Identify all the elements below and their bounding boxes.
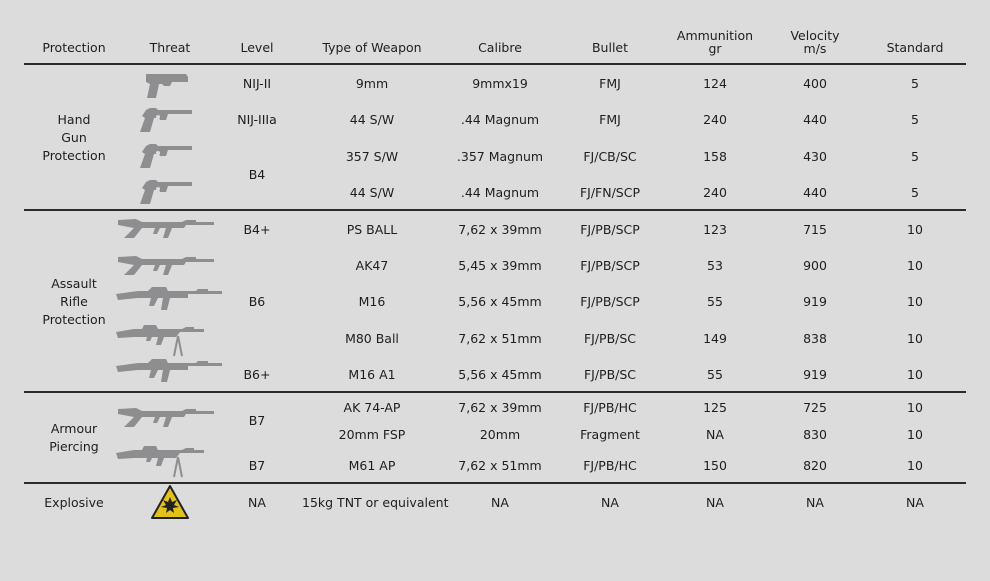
cell-calibre: 7,62 x 51mm (458, 331, 542, 346)
cell-velocity: 820 (803, 458, 827, 473)
cell-ammunition: 53 (707, 258, 723, 273)
cell-ammunition: 240 (703, 112, 727, 127)
cell-standard: 5 (911, 112, 919, 127)
cell-bullet: FJ/PB/SC (583, 331, 637, 346)
header-velocity (765, 29, 865, 55)
cell-velocity: 440 (803, 185, 827, 200)
cell-velocity: 838 (803, 331, 827, 346)
cell-type-of-weapon: 15kg TNT or equivalent (302, 495, 449, 510)
header-level: Level (240, 40, 274, 55)
cell-standard: 10 (907, 222, 923, 237)
cell-ammunition: 158 (703, 149, 727, 164)
header-standard: Standard (886, 40, 944, 55)
m16-rifle-icon (114, 286, 224, 316)
header-ammunition-unit: gr (708, 41, 722, 56)
group-assault-rifle-protection (28, 275, 120, 329)
cell-calibre: 20mm (479, 427, 521, 442)
cell-bullet: FJ/PB/SCP (580, 258, 640, 273)
ak-rifle-icon (116, 252, 216, 282)
cell-ammunition: 149 (703, 331, 727, 346)
group-label-line: Protection (42, 312, 106, 327)
cell-calibre: 7,62 x 39mm (458, 222, 542, 237)
group-label-line: Rifle (60, 294, 88, 309)
cell-velocity: 440 (803, 112, 827, 127)
cell-bullet: Fragment (580, 427, 640, 442)
cell-velocity: 919 (803, 294, 827, 309)
cell-velocity: 400 (803, 76, 827, 91)
cell-calibre: .44 Magnum (460, 185, 540, 200)
cell-standard: 5 (911, 149, 919, 164)
pistol-icon (142, 69, 192, 99)
cell-standard: 5 (911, 76, 919, 91)
section-divider-assault-rifle (24, 391, 966, 393)
m16-rifle-icon (114, 358, 224, 388)
group-label-line: Explosive (44, 495, 104, 510)
cell-calibre: 7,62 x 39mm (458, 400, 542, 415)
cell-type-of-weapon: 9mm (355, 76, 389, 91)
level-b4: B4 (248, 167, 266, 182)
cell-bullet: NA (601, 495, 619, 510)
revolver-icon (136, 140, 194, 172)
cell-ammunition: 125 (703, 400, 727, 415)
cell-ammunition: 55 (707, 367, 723, 382)
header-threat: Threat (149, 40, 191, 55)
cell-velocity: NA (806, 495, 824, 510)
level-b7: B7 (248, 413, 266, 428)
cell-calibre: 5,56 x 45mm (458, 367, 542, 382)
cell-type-of-weapon: M16 A1 (348, 367, 396, 382)
group-label-line: Hand (57, 112, 91, 127)
cell-type-of-weapon: AK47 (355, 258, 389, 273)
header-ammunition (665, 29, 765, 55)
machine-gun-icon (114, 443, 206, 479)
cell-type-of-weapon: 20mm FSP (338, 427, 406, 442)
cell-bullet: FJ/PB/SCP (580, 222, 640, 237)
header-velocity-unit: m/s (803, 41, 827, 56)
cell-standard: 10 (907, 458, 923, 473)
cell-velocity: 715 (803, 222, 827, 237)
cell-type-of-weapon: 357 S/W (345, 149, 399, 164)
explosive-warning-icon (150, 484, 190, 520)
cell-type-of-weapon: M61 AP (348, 458, 396, 473)
cell-bullet: FJ/CB/SC (583, 149, 637, 164)
group-label-line: Piercing (49, 439, 99, 454)
cell-bullet: FJ/PB/HC (583, 458, 637, 473)
cell-standard: 10 (907, 367, 923, 382)
cell-velocity: 900 (803, 258, 827, 273)
cell-bullet: FMJ (599, 112, 621, 127)
cell-standard: 5 (911, 185, 919, 200)
cell-ammunition: 124 (703, 76, 727, 91)
header-ammunition-label: Ammunition (676, 28, 754, 43)
group-label-line: Protection (42, 148, 106, 163)
group-armour-piercing (28, 420, 120, 456)
header-calibre: Calibre (478, 40, 522, 55)
cell-calibre: 7,62 x 51mm (458, 458, 542, 473)
group-label-line: Armour (50, 421, 98, 436)
cell-standard: 10 (907, 258, 923, 273)
ak-rifle-icon (116, 404, 216, 434)
level-nij-iiia: NIJ-IIIa (237, 112, 277, 127)
header-velocity-label: Velocity (790, 28, 840, 43)
header-divider (24, 63, 966, 65)
cell-type-of-weapon: M16 (358, 294, 386, 309)
cell-bullet: FJ/FN/SCP (579, 185, 641, 200)
cell-velocity: 919 (803, 367, 827, 382)
level-nij-ii: NIJ-II (242, 76, 272, 91)
header-type-of-weapon: Type of Weapon (322, 40, 422, 55)
cell-ammunition: 150 (703, 458, 727, 473)
group-label-line: Gun (61, 130, 87, 145)
cell-bullet: FMJ (599, 76, 621, 91)
ak-rifle-icon (116, 215, 216, 245)
cell-standard: 10 (907, 331, 923, 346)
section-divider-hand-gun (24, 209, 966, 211)
group-hand-gun-protection (28, 111, 120, 165)
cell-standard: 10 (907, 294, 923, 309)
cell-ammunition: NA (706, 427, 724, 442)
cell-type-of-weapon: PS BALL (346, 222, 398, 237)
cell-type-of-weapon: AK 74-AP (343, 400, 401, 415)
cell-type-of-weapon: 44 S/W (349, 185, 395, 200)
cell-ammunition: 240 (703, 185, 727, 200)
cell-bullet: FJ/PB/SC (583, 367, 637, 382)
machine-gun-icon (114, 322, 206, 358)
cell-standard: NA (906, 495, 924, 510)
cell-calibre: 9mmx19 (472, 76, 528, 91)
group-label-line: Assault (51, 276, 97, 291)
level-b4-plus: B4+ (243, 222, 271, 237)
cell-bullet: FJ/PB/HC (583, 400, 637, 415)
cell-velocity: 430 (803, 149, 827, 164)
cell-ammunition: 123 (703, 222, 727, 237)
level-b7: B7 (248, 458, 266, 473)
cell-velocity: 830 (803, 427, 827, 442)
level-b6-plus: B6+ (243, 367, 271, 382)
group-explosive (28, 494, 120, 512)
cell-standard: 10 (907, 400, 923, 415)
header-bullet: Bullet (591, 40, 629, 55)
cell-standard: 10 (907, 427, 923, 442)
header-protection: Protection (42, 40, 106, 55)
cell-calibre: 5,56 x 45mm (458, 294, 542, 309)
revolver-icon (136, 176, 194, 208)
cell-type-of-weapon: M80 Ball (345, 331, 399, 346)
cell-ammunition: 55 (707, 294, 723, 309)
level-b6: B6 (248, 294, 266, 309)
cell-calibre: NA (491, 495, 509, 510)
cell-calibre: .44 Magnum (460, 112, 540, 127)
cell-calibre: .357 Magnum (456, 149, 544, 164)
cell-velocity: 725 (803, 400, 827, 415)
cell-calibre: 5,45 x 39mm (458, 258, 542, 273)
cell-ammunition: NA (706, 495, 724, 510)
cell-type-of-weapon: 44 S/W (349, 112, 395, 127)
cell-bullet: FJ/PB/SCP (580, 294, 640, 309)
revolver-icon (136, 104, 194, 136)
level-na: NA (248, 495, 266, 510)
